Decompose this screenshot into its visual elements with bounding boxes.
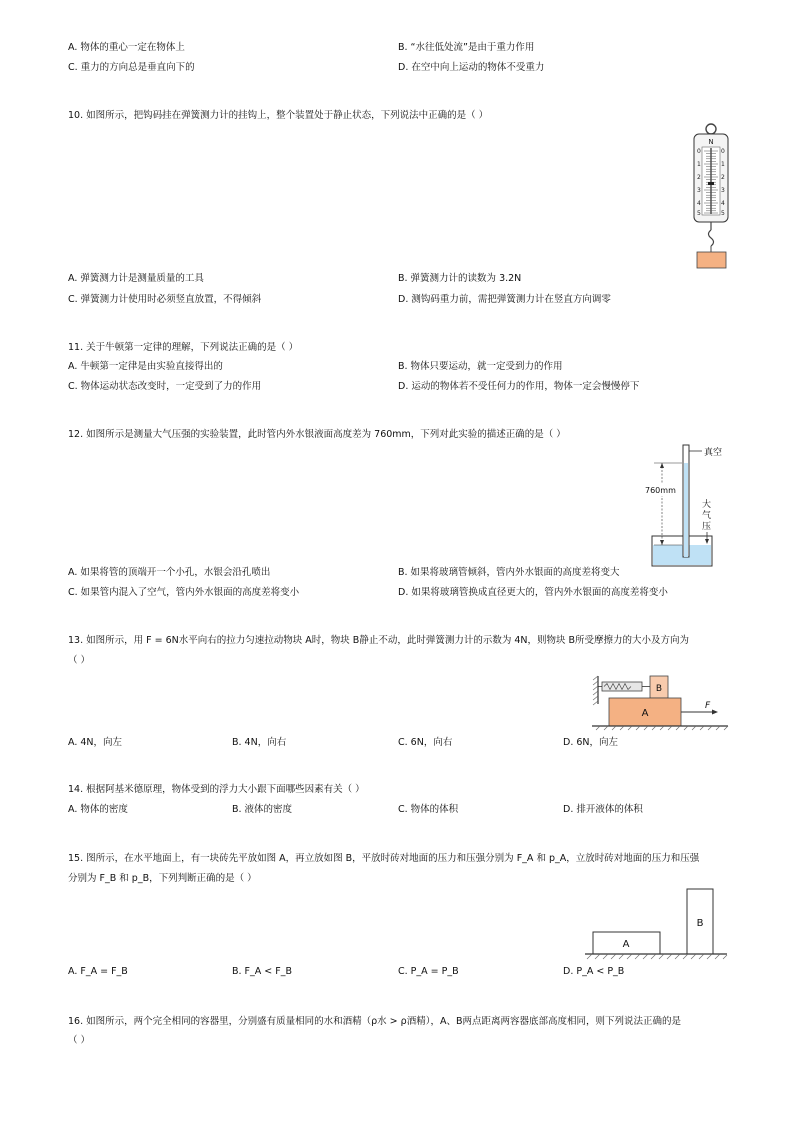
vacuum-label: 真空 xyxy=(704,448,723,458)
q12-option-a: A. 如果将管的顶端开一个小孔，水银会沿孔喷出 xyxy=(68,567,271,578)
block-a-label: A xyxy=(641,708,649,719)
q13-stem-line1: 13. 如图所示，用 F = 6N水平向右的拉力匀速拉动物块 A时，物块 B静止不动，此时弹簧测力计的示数为 4N，则物块 B所受摩擦力的大小及方向为 xyxy=(68,635,690,646)
scale-left-2: 2 xyxy=(697,174,701,181)
spring-scale-figure xyxy=(690,122,734,272)
scale-right-0: 0 xyxy=(721,148,725,155)
brick-figure xyxy=(583,886,729,964)
height-760mm-label: 760mm xyxy=(645,486,676,495)
brick-b-label: B xyxy=(696,918,704,929)
q9-option-c: C. 重力的方向总是垂直向下的 xyxy=(68,62,195,73)
q13-option-b: B. 4N，向右 xyxy=(232,737,287,748)
q15-option-b: B. F_A < F_B xyxy=(232,966,293,977)
q10-option-b: B. 弹簧测力计的读数为 3.2N xyxy=(398,273,522,284)
scale-left-4: 4 xyxy=(697,200,701,207)
q14-stem: 14. 根据阿基米德原理，物体受到的浮力大小跟下面哪些因素有关（ ） xyxy=(68,784,365,795)
q15-stem-line1: 15. 图所示，在水平地面上，有一块砖先平放如图 A，再立放如图 B，平放时砖对地面的压力和压强分别为 F_A 和 p_A，立放时砖对地面的压力和压强 xyxy=(68,853,700,864)
q12-stem: 12. 如图所示是测量大气压强的实验装置，此时管内外水银液面高度差为 760mm，下列对此实验的描述正确的是（ ） xyxy=(68,429,566,440)
atm-label-3: 压 xyxy=(702,522,712,532)
q9-option-d: D. 在空中向上运动的物体不受重力 xyxy=(398,62,545,73)
scale-right-5: 5 xyxy=(721,210,725,217)
block-b-label: B xyxy=(655,684,663,694)
q11-option-c: C. 物体运动状态改变时，一定受到了力的作用 xyxy=(68,381,262,392)
q14-option-a: A. 物体的密度 xyxy=(68,804,128,815)
scale-right-4: 4 xyxy=(721,200,725,207)
q9-option-a: A. 物体的重心一定在物体上 xyxy=(68,42,185,53)
q13-option-d: D. 6N，向左 xyxy=(563,737,619,748)
hook-weight xyxy=(697,252,726,268)
q15-stem-line2: 分别为 F_B 和 p_B，下列判断正确的是（ ） xyxy=(68,873,257,884)
q15-option-d: D. P_A < P_B xyxy=(563,966,625,977)
q11-option-d: D. 运动的物体若不受任何力的作用，物体一定会慢慢停下 xyxy=(398,381,640,392)
force-f-label: F xyxy=(705,701,711,711)
scale-right-1: 1 xyxy=(721,161,725,168)
scale-right-3: 3 xyxy=(721,187,725,194)
q11-stem: 11. 关于牛顿第一定律的理解，下列说法正确的是（ ） xyxy=(68,342,299,353)
q16-stem-line2: （ ） xyxy=(68,1035,91,1046)
q14-option-b: B. 液体的密度 xyxy=(232,804,293,815)
q15-option-c: C. P_A = P_B xyxy=(398,966,459,977)
torricelli-figure xyxy=(640,441,730,571)
q10-option-c: C. 弹簧测力计使用时必须竖直放置，不得倾斜 xyxy=(68,294,262,305)
q13-option-c: C. 6N，向右 xyxy=(398,737,453,748)
scale-unit-label: N xyxy=(708,138,714,146)
friction-figure xyxy=(590,672,730,734)
q10-option-a: A. 弹簧测力计是测量质量的工具 xyxy=(68,273,204,284)
scale-left-3: 3 xyxy=(697,187,701,194)
brick-a-label: A xyxy=(622,939,630,950)
q10-option-d: D. 测钩码重力前，需把弹簧测力计在竖直方向调零 xyxy=(398,294,611,305)
q10-stem: 10. 如图所示，把钩码挂在弹簧测力计的挂钩上，整个装置处于静止状态，下列说法中正确的是（ ） xyxy=(68,110,489,121)
scale-left-5: 5 xyxy=(697,210,701,217)
atm-label-2: 气 xyxy=(702,511,712,521)
q14-option-c: C. 物体的体积 xyxy=(398,804,459,815)
q13-stem-line2: （ ） xyxy=(68,655,91,666)
atm-label-1: 大 xyxy=(702,500,712,510)
q12-option-b: B. 如果将玻璃管倾斜，管内外水银面的高度差将变大 xyxy=(398,567,620,578)
q12-option-c: C. 如果管内混入了空气，管内外水银面的高度差将变小 xyxy=(68,587,300,598)
scale-left-1: 1 xyxy=(697,161,701,168)
q11-option-b: B. 物体只要运动，就一定受到力的作用 xyxy=(398,361,563,372)
q9-option-b: B. “水往低处流”是由于重力作用 xyxy=(398,42,535,53)
q15-option-a: A. F_A = F_B xyxy=(68,966,128,977)
scale-right-2: 2 xyxy=(721,174,725,181)
scale-left-0: 0 xyxy=(697,148,701,155)
q11-option-a: A. 牛顿第一定律是由实验直接得出的 xyxy=(68,361,223,372)
q16-stem-line1: 16. 如图所示，两个完全相同的容器里，分别盛有质量相同的水和酒精（ρ水 > ρ酒精），A、B两点距离两容器底部高度相同，则下列说法正确的是 xyxy=(68,1016,681,1027)
q14-option-d: D. 排开液体的体积 xyxy=(563,804,643,815)
q12-option-d: D. 如果将玻璃管换成直径更大的，管内外水银面的高度差将变小 xyxy=(398,587,668,598)
q13-option-a: A. 4N，向左 xyxy=(68,737,123,748)
